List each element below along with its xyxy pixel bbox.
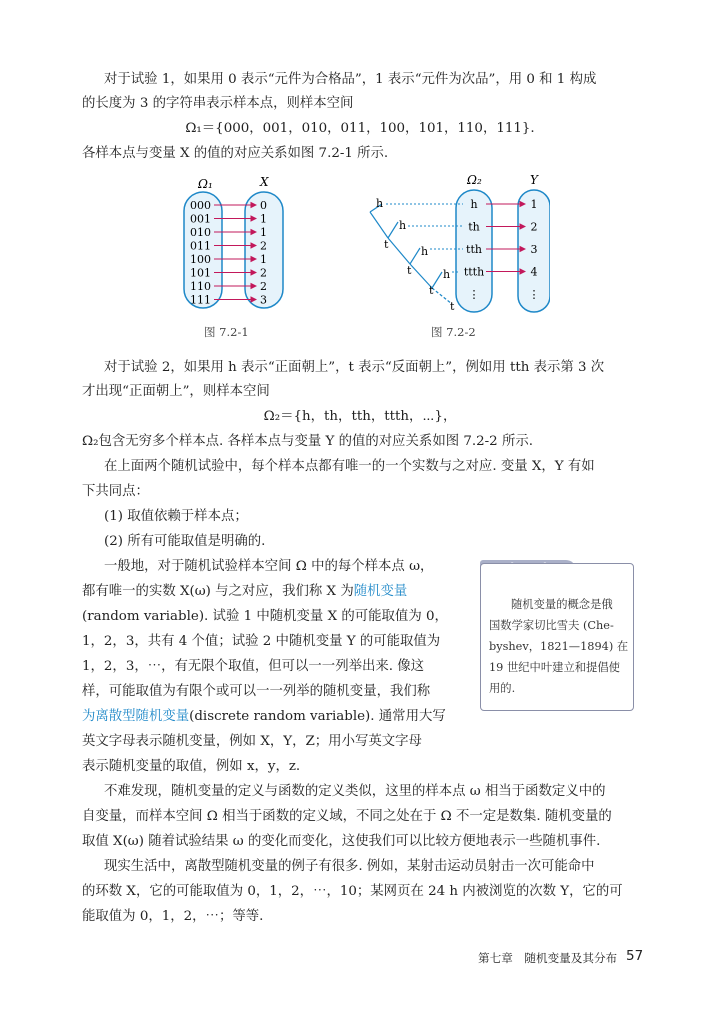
para6-line1: 现实生活中，离散型随机变量的例子有很多. 例如，某射击运动员射击一次可能命中 xyxy=(104,859,595,874)
fig1-value: 0 xyxy=(260,199,267,212)
fig1-value: 1 xyxy=(260,253,267,266)
fig1-omega-label: Ω₁ xyxy=(198,177,213,191)
fig2-sample: th xyxy=(468,220,480,234)
para4-line3: (random variable). 试验 1 中随机变量 X 的可能取值为 0， xyxy=(82,609,448,624)
para3-line2: 下共同点： xyxy=(82,484,149,499)
para5-line3: 取值 X(ω) 随着试验结果 ω 的变化而变化，这使我们可以比较方便地表示一些随机事件. xyxy=(82,834,601,849)
tree-node-t: t xyxy=(407,264,412,277)
fig2-value: 3 xyxy=(530,243,538,256)
fig1-x-label: X xyxy=(260,175,269,189)
para4-line7: 为离散型随机变量(discrete random variable). 通常用大写 xyxy=(82,709,446,724)
fig1-sample: 101 xyxy=(190,266,211,280)
fig2-dotted-links xyxy=(386,204,463,272)
tree-node-t: t xyxy=(450,300,455,313)
fig2-sample: tth xyxy=(466,243,482,256)
fig1-sample: 000 xyxy=(190,199,211,212)
para5-line1: 不难发现，随机变量的定义与函数的定义类似，这里的样本点 ω 相当于函数定义中的 xyxy=(104,784,606,799)
para3-line1: 在上面两个随机试验中，每个样本点都有唯一的一个实数与之对应. 变量 X，Y 有如 xyxy=(104,459,595,474)
fig1-value: 1 xyxy=(260,212,267,226)
para2-line2: 才出现“正面朝上”，则样本空间 xyxy=(82,384,270,399)
fig1-value: 1 xyxy=(260,226,267,239)
para6-line2: 的环数 X，它的可能取值为 0，1，2，⋯，10；某网页在 24 h 内被浏览的次数 Y，它的可 xyxy=(82,884,623,899)
fig1-value: 2 xyxy=(260,239,267,253)
para5-line2: 自变量，而样本空间 Ω 相当于函数的定义域，不同之处在于 Ω 不一定是数集. 随机变量的 xyxy=(82,809,612,824)
para4-line2: 都有唯一的实数 X(ω) 与之对应，我们称 X 为随机变量 xyxy=(82,584,408,599)
fig2-sample: h xyxy=(470,198,478,211)
fig2-sample: ⋮ xyxy=(468,288,480,301)
para6-line3: 能取值为 0，1，2，⋯；等等. xyxy=(82,909,264,924)
fig2-omega-label: Ω₂ xyxy=(467,173,482,187)
fig1-value: 3 xyxy=(260,293,267,307)
para2-line1: 对于试验 2，如果用 h 表示“正面朝上”，t 表示“反面朝上”，例如用 tth 表示第 3 次 xyxy=(104,360,605,375)
para3-item2: (2) 所有可能取值是明确的. xyxy=(104,534,266,549)
fig2-value: ⋮ xyxy=(528,288,540,301)
fig2-value: 2 xyxy=(530,220,538,234)
fig1-sample: 001 xyxy=(190,212,211,226)
fig1-value: 2 xyxy=(260,280,267,293)
tree-node-t: t xyxy=(384,238,389,251)
formula-omega1: Ω₁＝{000，001，010，011，100，101，110，111}. xyxy=(185,121,535,136)
fig1-sample: 010 xyxy=(190,226,211,239)
tree-node-h: h xyxy=(376,197,384,210)
fig1-caption: 图 7.2-1 xyxy=(204,325,249,339)
fig2-caption: 图 7.2-2 xyxy=(431,325,476,339)
tree-node-h: h xyxy=(443,268,451,281)
tree-node-h: h xyxy=(421,245,429,258)
para4-line9: 表示随机变量的取值，例如 x，y，z. xyxy=(82,759,301,774)
side-note-text: 随机变量的概念是俄 国数学家切比雪夫 (Che- byshev，1821—1894) 在 19 世纪中叶建立和提倡使 用的. xyxy=(489,598,629,695)
term-discrete-random-variable: 为离散型随机变量 xyxy=(82,709,190,724)
para4-line5: 1，2，3，⋯，有无限个取值，但可以一一列举出来. 像这 xyxy=(82,659,425,674)
fig1-sample: 110 xyxy=(190,280,211,293)
fig2-sample: ttth xyxy=(463,265,485,279)
para4-line8: 英文字母表示随机变量，例如 X，Y，Z；用小写英文字母 xyxy=(82,734,422,749)
chapter-title: 第七章 随机变量及其分布 xyxy=(478,951,618,965)
fig2-tree xyxy=(370,204,452,304)
para1-line1: 对于试验 1，如果用 0 表示“元件为合格品”，1 表示“元件为次品”，用 0 和 1 构成 xyxy=(104,72,597,87)
fig1-sample: 111 xyxy=(190,293,211,307)
tree-node-t: t xyxy=(429,284,434,297)
fig1-sample: 011 xyxy=(190,239,211,253)
para3-item1: (1) 取值依赖于样本点； xyxy=(104,509,248,524)
term-random-variable: 随机变量 xyxy=(353,584,408,599)
figures xyxy=(170,168,550,343)
fig2-y-label: Y xyxy=(530,173,538,187)
fig2-value: 4 xyxy=(530,265,538,279)
page-number: 57 xyxy=(626,948,644,964)
formula-omega2: Ω₂＝{h，th，tth，ttth，⋯}， xyxy=(263,409,457,424)
para4-line6: 样，可能取值为有限个或可以一一列举的随机变量，我们称 xyxy=(82,684,431,699)
fig1-value: 2 xyxy=(260,266,267,280)
para1-line3: 各样本点与变量 X 的值的对应关系如图 7.2-1 所示. xyxy=(82,146,389,161)
fig1-sample: 100 xyxy=(190,253,211,266)
fig2-value: 1 xyxy=(530,198,538,211)
para2-line3: Ω₂包含无穷多个样本点. 各样本点与变量 Y 的值的对应关系如图 7.2-2 所示. xyxy=(82,434,533,449)
para1-line2: 的长度为 3 的字符串表示样本点，则样本空间 xyxy=(82,96,354,111)
tree-node-h: h xyxy=(399,219,407,232)
para4-line4: 1，2，3，共有 4 个值；试验 2 中随机变量 Y 的可能取值为 xyxy=(82,634,441,649)
para4-line1: 一般地，对于随机试验样本空间 Ω 中的每个样本点 ω， xyxy=(104,559,434,574)
